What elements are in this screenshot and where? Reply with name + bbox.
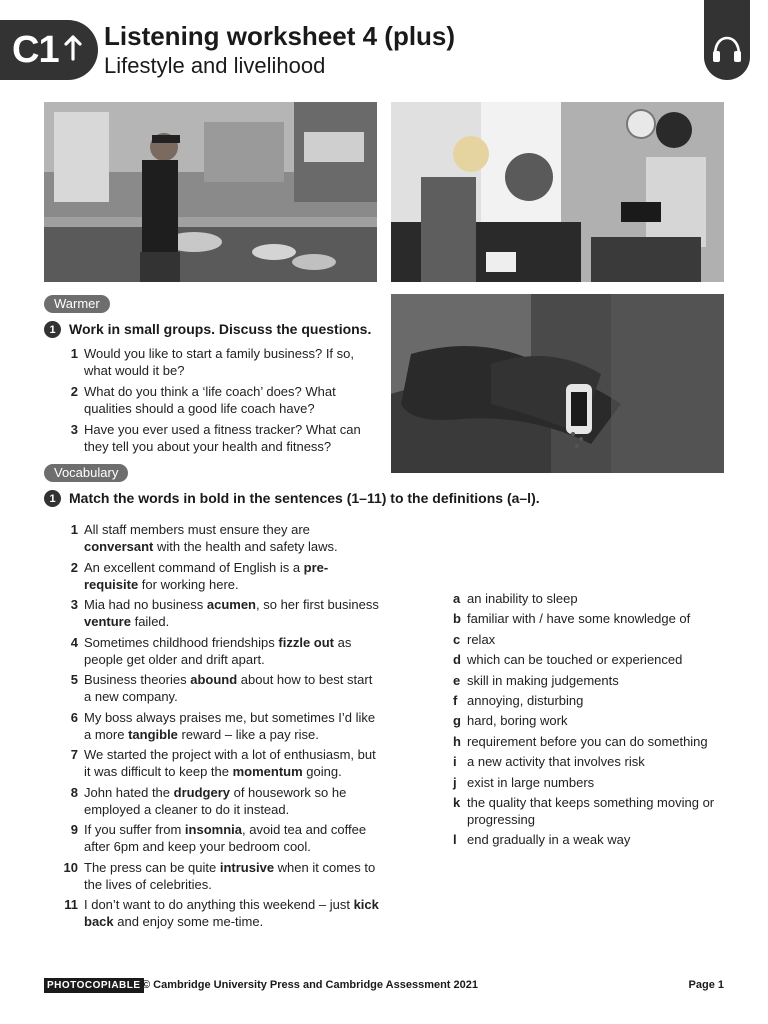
definition-letter: f <box>453 692 458 708</box>
vocabulary-instruction: Match the words in bold in the sentences (1–11) to the definitions (a–l). <box>69 490 540 506</box>
definition-text: skill in making judgements <box>467 672 619 688</box>
level-badge <box>0 20 98 80</box>
photocopiable-badge: PHOTOCOPIABLE <box>44 978 144 993</box>
warmer-question-list <box>56 345 376 459</box>
definition-item <box>453 774 733 791</box>
definition-item <box>453 753 733 770</box>
sentence-fragment: , so her first business <box>256 597 379 612</box>
definition-text: a new activity that involves risk <box>467 754 645 770</box>
sentence-fragment: John hated the <box>84 784 174 800</box>
definition-text: hard, boring work <box>467 713 568 729</box>
question-number: 3 <box>70 422 78 437</box>
sentence-fragment: Business theories <box>84 672 191 687</box>
warmer-question <box>56 421 376 455</box>
definition-item <box>453 672 733 689</box>
sentence-number: 10 <box>63 859 78 875</box>
bold-vocabulary-word: intrusive <box>219 859 275 875</box>
definition-text: end gradually in a weak way <box>467 832 631 848</box>
sentence-fragment: with the health and safety laws. <box>153 539 338 554</box>
bold-vocabulary-word: pre-requisite <box>84 559 329 592</box>
bold-vocabulary-word: tangible <box>128 726 178 742</box>
definition-letter: j <box>453 774 457 790</box>
life-coach-photo <box>391 102 724 282</box>
sentence-fragment: of housework so he employed a cleaner to do it instead. <box>84 784 347 817</box>
question-text: Would you like to start a family business? If so, what would it be? <box>84 346 354 378</box>
sentence-fragment: An excellent command of English is a <box>84 559 304 575</box>
bold-vocabulary-word: conversant <box>84 539 154 554</box>
sentence-number: 3 <box>70 597 78 612</box>
definition-text: exist in large numbers <box>467 774 595 790</box>
vocabulary-sentence <box>42 559 382 593</box>
sentence-fragment: , avoid tea and coffee after 6pm and keep your bedroom cool. <box>84 822 367 854</box>
page-number: Page 1 <box>688 979 724 991</box>
definition-letter: a <box>453 591 461 606</box>
definition-letter: k <box>453 794 461 810</box>
sentence-text <box>84 671 382 705</box>
definition-item <box>453 631 733 648</box>
page-subtitle: Lifestyle and livelihood <box>104 53 326 78</box>
warmer-question <box>56 383 376 417</box>
vocabulary-sentence <box>42 634 382 668</box>
page-title: Listening worksheet 4 (plus) <box>104 21 456 51</box>
vocabulary-sentence <box>42 596 382 630</box>
warmer-instruction: Work in small groups. Discuss the questions. <box>69 321 372 337</box>
sentence-number: 9 <box>70 822 78 837</box>
sentence-text <box>84 596 382 630</box>
definition-letter: l <box>453 832 457 848</box>
definition-item <box>453 610 733 627</box>
vocabulary-sentence <box>42 896 382 930</box>
vocabulary-sentence <box>42 521 382 555</box>
vocabulary-sentence <box>42 784 382 818</box>
definition-text: the quality that keeps something moving or progressing <box>467 794 715 827</box>
sentence-number: 1 <box>70 522 78 537</box>
definition-item <box>453 831 733 848</box>
definition-letter: h <box>453 733 461 749</box>
bold-vocabulary-word: acumen <box>206 597 256 612</box>
title-block <box>104 20 455 80</box>
sentence-number: 7 <box>70 747 78 762</box>
sentence-number: 4 <box>70 634 78 650</box>
sentence-text <box>84 709 382 743</box>
sentence-text <box>84 559 382 593</box>
sentence-fragment: going. <box>302 764 342 779</box>
sentence-text <box>84 821 382 855</box>
definition-item <box>453 692 733 709</box>
sentence-fragment: when it comes to the lives of celebrities. <box>84 859 376 892</box>
bold-vocabulary-word: venture <box>84 614 131 629</box>
sentence-fragment: All staff members must ensure they are <box>84 522 310 537</box>
vocabulary-label: Vocabulary <box>44 464 128 482</box>
definition-letter: i <box>453 754 457 770</box>
definition-list <box>453 590 733 852</box>
sentence-fragment: for working here. <box>138 576 239 592</box>
vocabulary-sentence <box>42 709 382 743</box>
sentence-number: 5 <box>70 672 78 687</box>
vocabulary-sentence <box>42 671 382 705</box>
sentence-text <box>84 896 382 930</box>
sentence-number: 11 <box>64 897 78 912</box>
question-text: Have you ever used a fitness tracker? What can they tell you about your health and fitness? <box>84 422 361 454</box>
headphones-icon[interactable] <box>711 35 743 68</box>
definition-text: familiar with / have some knowledge of <box>467 611 691 627</box>
definition-letter: d <box>453 652 461 668</box>
definition-item <box>453 651 733 668</box>
definition-item <box>453 794 733 828</box>
sentence-text <box>84 859 382 893</box>
definition-text: requirement before you can do something <box>467 733 708 749</box>
warmer-exercise-number: 1 <box>44 321 61 338</box>
definition-text: which can be touched or experienced <box>467 652 683 668</box>
definition-text: annoying, disturbing <box>467 692 584 708</box>
vocabulary-sentence <box>42 859 382 893</box>
vocabulary-sentence-list <box>42 521 382 934</box>
vocabulary-exercise-number: 1 <box>44 490 61 507</box>
bold-vocabulary-word: insomnia <box>184 822 242 837</box>
question-number: 2 <box>70 384 78 399</box>
bold-vocabulary-word: abound <box>190 672 238 687</box>
question-number: 1 <box>70 346 78 361</box>
sentence-fragment: failed. <box>130 614 170 629</box>
vocabulary-sentence <box>42 746 382 780</box>
sentence-fragment: If you suffer from <box>84 822 185 837</box>
definition-item <box>453 590 733 607</box>
sentence-text <box>84 634 382 668</box>
sentence-fragment: Mia had no business <box>84 597 207 612</box>
sentence-number: 6 <box>70 709 78 725</box>
fitness-tracker-photo <box>391 294 724 473</box>
sentence-fragment: reward – like a pay rise. <box>177 726 319 742</box>
definition-letter: b <box>453 611 461 627</box>
bold-vocabulary-word: momentum <box>232 764 303 779</box>
sentence-text <box>84 746 382 780</box>
sentence-fragment: I don’t want to do anything this weekend – just <box>84 897 354 912</box>
sentence-fragment: Sometimes childhood friendships <box>84 634 279 650</box>
warmer-label: Warmer <box>44 295 110 313</box>
sentence-fragment: We started the project with a lot of enthusiasm, but it was difficult to keep the <box>84 747 376 779</box>
sentence-text <box>84 784 382 818</box>
vocabulary-sentence <box>42 821 382 855</box>
sentence-fragment: My boss always praises me, but sometimes I’d like a more <box>84 709 376 742</box>
sentence-fragment: about how to best start a new company. <box>84 672 373 704</box>
sentence-fragment: and enjoy some me-time. <box>113 914 264 929</box>
sentence-fragment: as people get older and drift apart. <box>84 634 352 667</box>
sentence-number: 2 <box>70 559 78 575</box>
sentence-text <box>84 521 382 555</box>
sentence-number: 8 <box>70 784 78 800</box>
definition-text: relax <box>467 631 496 647</box>
definition-letter: e <box>453 672 461 688</box>
bold-vocabulary-word: fizzle out <box>278 634 334 650</box>
arrow-up-icon <box>63 34 83 67</box>
definition-text: an inability to sleep <box>467 591 578 606</box>
definition-letter: g <box>453 713 461 729</box>
footer <box>44 978 724 996</box>
copyright-text: © Cambridge University Press and Cambridge Assessment 2021 <box>142 979 478 991</box>
warmer-question <box>56 345 376 379</box>
bold-vocabulary-word: drudgery <box>173 784 230 800</box>
kitchen-chef-photo <box>44 102 377 282</box>
level-label: C1 <box>12 28 59 71</box>
definition-item <box>453 712 733 729</box>
audio-tab[interactable] <box>704 0 750 80</box>
question-text: What do you think a ‘life coach’ does? What qualities should a good life coach have? <box>84 384 336 416</box>
sentence-fragment: The press can be quite <box>84 859 220 875</box>
bold-vocabulary-word: kick back <box>84 897 379 929</box>
definition-item <box>453 733 733 750</box>
definition-letter: c <box>453 631 461 647</box>
